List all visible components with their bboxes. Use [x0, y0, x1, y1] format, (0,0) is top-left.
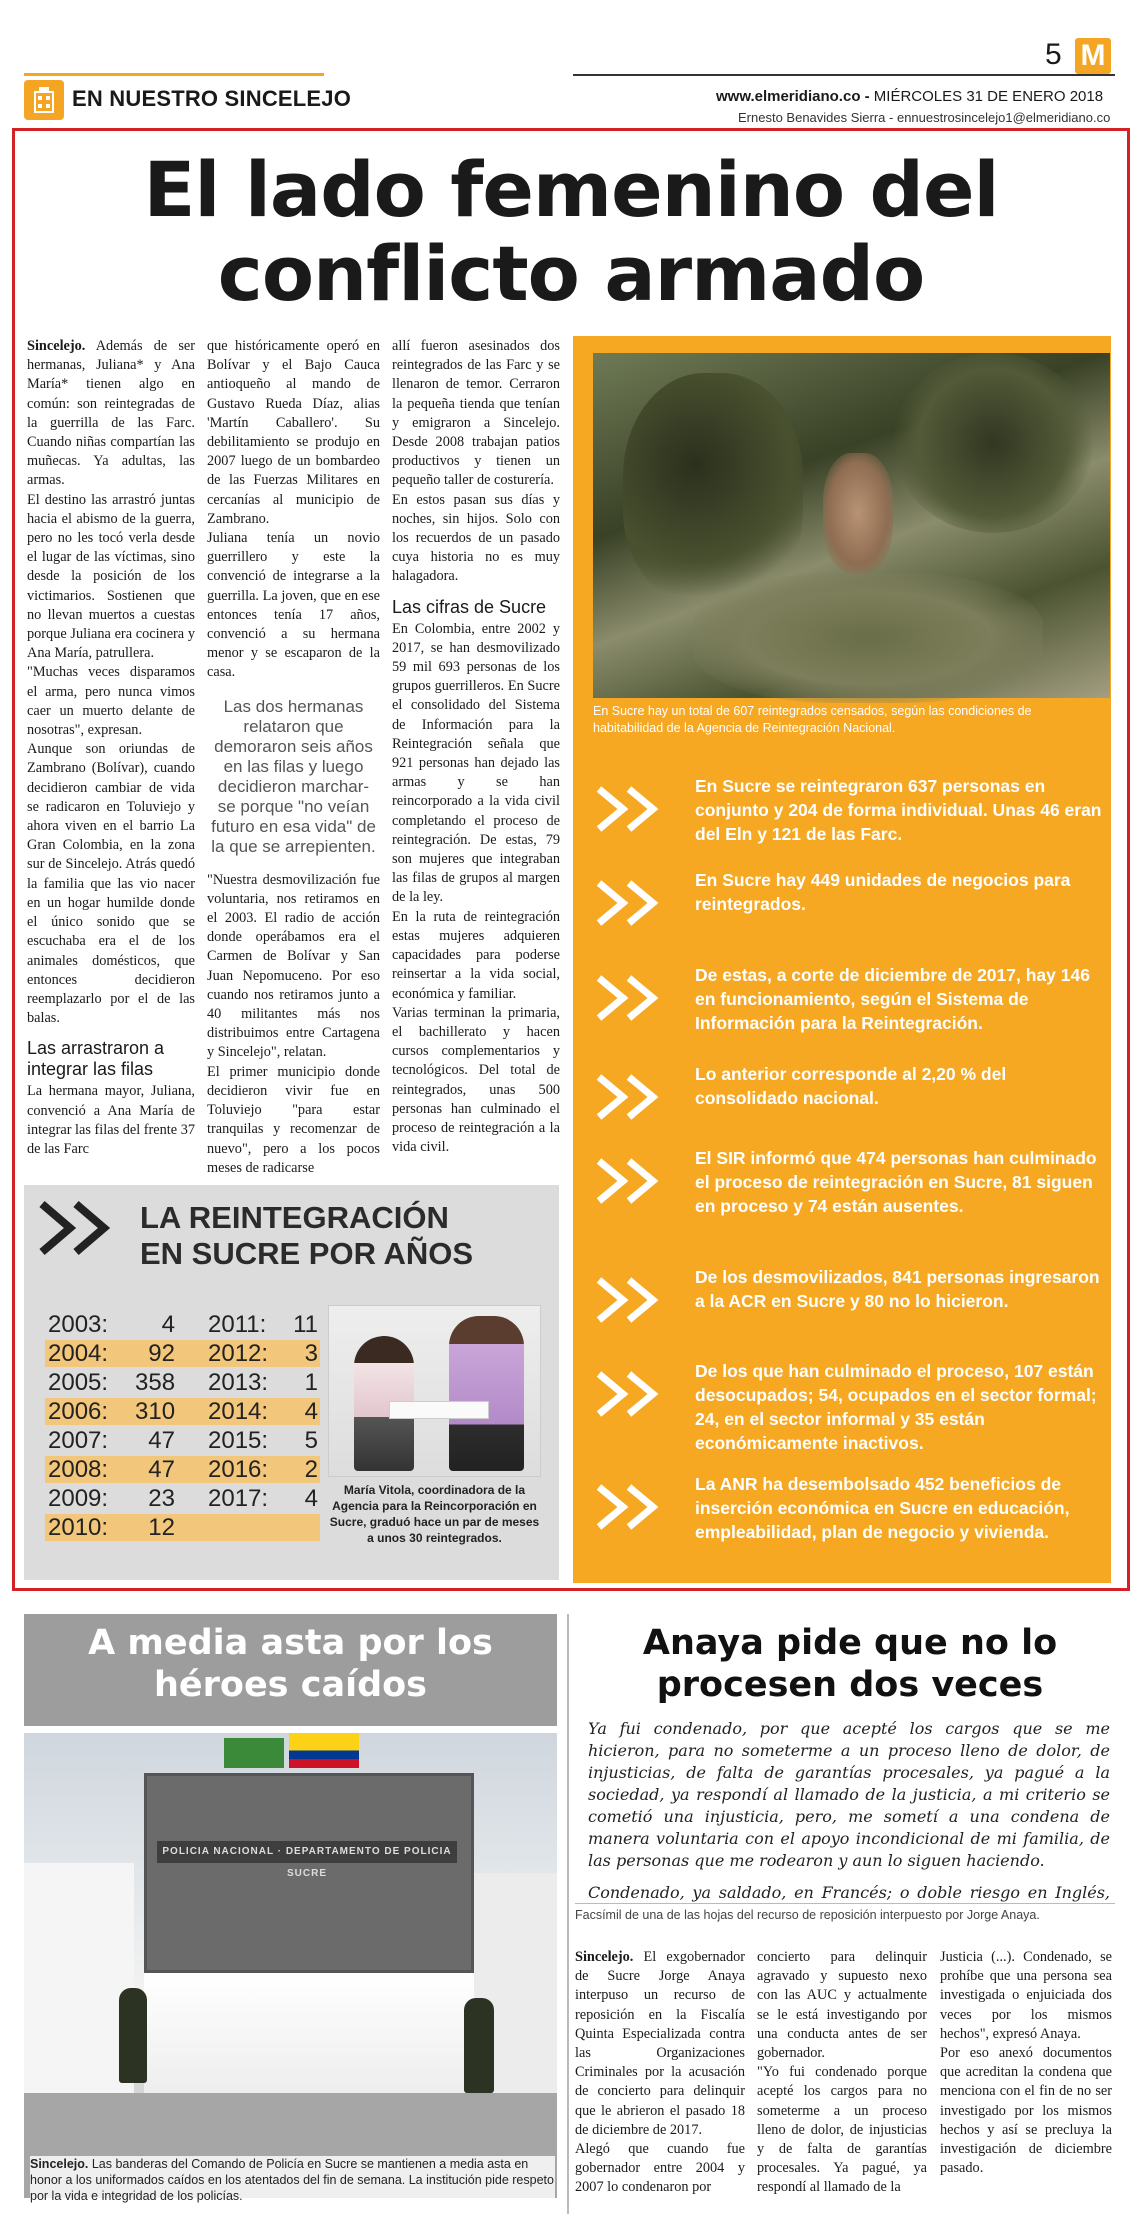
fact-item [583, 1265, 1108, 1345]
fact-item [583, 963, 1108, 1043]
article-column-3 [392, 337, 560, 1157]
double-chevron-icon [38, 1200, 118, 1256]
fact-item [583, 774, 1108, 854]
photo-caption: En Sucre hay un total de 607 reintegrados censados, según las condiciones de habitabilidad de la Agencia de Reintegración Nacional. [593, 704, 1032, 735]
paragraph: "Yo fui condenado porque acepté los cargos para no someterme a un proceso lleno de dolor, de injusticias y de falta de garantías procesales. Ya pagué, ya respondí al llamado de la [757, 2064, 927, 2196]
story-headline: Anaya pide que no lo procesen dos veces [642, 1623, 1058, 1705]
paragraph: En Colombia, entre 2002 y 2017, se han desmovilizado 59 mil 693 personas de los grupos guerrilleros. En Sucre el consolidado del Sistema de Información para la Reintegración señala que 921 personas han dejado las armas y se han reincorporado a la vida civil completando el proceso de reintegración. De estas, 79 son mujeres que integraban las filas de grupos al margen de la ley. [392, 620, 560, 906]
paragraph: que históricamente operó en Bolívar y el Bajo Cauca antioqueño al mando de Gustavo Rueda Díaz, alias 'Martín Caballero'. Su debilitamiento se produjo en 2007 luego de un bombardeo de las Fuerzas Militares en cercanías al municipio de Zambrano. [207, 338, 380, 527]
story-headline: A media asta por los héroes caídos [88, 1623, 493, 1705]
divider [575, 1903, 1115, 1904]
section-rule [24, 73, 324, 76]
double-chevron-icon [593, 1369, 673, 1419]
paragraph: El primer municipio donde decidieron vivir fue en Toluviejo "para estar tranquilas y recomenzar de nuevo", pero a los pocos meses de radicarse [207, 1063, 380, 1176]
paragraph: "Muchas veces disparamos el arma, pero nunca vimos caer un muerto delante de nosotras", expresan. [27, 664, 195, 739]
facsimile-paragraph: Condenado, ya saldado, en Francés; o doble riesgo en Inglés, [588, 1883, 1110, 1902]
paragraph: Aunque son oriundas de Zambrano (Bolívar), cuando decidieron cambiar de vida se radicaron en Toluviejo y ahora viven en el barrio La Gran Colombia, en la zona sur de Sincelejo. Atrás quedó la familia que las vio nacer en un hogar humilde donde el único sonido que se escuchaba era el de los animales domésticos, que entonces decidieron reemplazarlo por el de las balas. [27, 741, 195, 1027]
paragraph: La hermana mayor, Juliana, convenció a Ana María de integrar las filas del frente 37 de las Farc [27, 1083, 195, 1157]
document-facsimile [588, 1718, 1110, 1903]
paragraph: allí fueron asesinados dos reintegrados de las Farc y se llenaron de temor. Cerraron la pequeña tienda que tenían y emigraron a Sincelejo. Desde 2008 trabajan patios productivos y tienen un pequeño taller de costurería. [392, 338, 560, 489]
paragraph: Sincelejo. Además de ser hermanas, Juliana* y Ana María* tienen algo en común: son reintegradas de la guerrilla de las Farc. Cuando niñas compartían las muñecas. Ya adultas, las armas. [27, 338, 195, 489]
paragraph: Alegó que cuando fue gobernador entre 2004 y 2007 lo condenaron por [575, 2141, 745, 2196]
paragraph: Sincelejo. El exgobernador de Sucre Jorge Anaya interpuso un recurso de reposición en la Fiscalía Quinta Especializada contra las Organizaciones Criminales por la acusación de concierto para delinquir que le abrieron el pasado 18 de diciembre de 2017. [575, 1949, 745, 2138]
fact-text: El SIR informó que 474 personas han culminado el proceso de reintegración en Sucre, 81 siguen en proceso y 74 están ausentes. [695, 1148, 1097, 1216]
year-row: 2009: 23 2017: 4 [48, 1485, 318, 1512]
paragraph: "Nuestra desmovilización fue voluntaria, nos retiramos en el 2003. El radio de acción donde operábamos era el Carmen de Bolívar y San Juan Nepomuceno. Por eso cuando nos retiramos junto a 40 militantes más nos distribuimos entre Cartagena y Sincelejo", relatan. [207, 871, 380, 1061]
site-url[interactable]: www.elmeridiano.co - [716, 88, 870, 105]
pull-quote: Las dos hermanas relataron que demoraron seis años en las filas y luego decidieron marchar-se porque "no veían futuro en esa vida" de la que se arrepienten. [211, 696, 376, 856]
paragraph: En la ruta de reintegración estas mujeres adquieren capacidades para poderse reinsertar a la vida social, económica y familiar. [392, 908, 560, 1002]
year-row: 2007: 47 2015: 5 [48, 1427, 318, 1454]
fact-item [583, 1359, 1108, 1453]
newspaper-logo: M [1075, 38, 1111, 74]
year-row: 2004: 92 2012: 3 [45, 1340, 320, 1367]
fact-item [583, 1472, 1108, 1552]
headline-line-2: conflicto armado [217, 229, 925, 318]
soldiers-photo [593, 353, 1110, 698]
subheading: Las cifras de Sucre [392, 596, 547, 617]
fact-text: Lo anterior corresponde al 2,20 % del consolidado nacional. [695, 1064, 1007, 1108]
year-row: 2005: 358 2013: 1 [48, 1369, 318, 1396]
article-column [940, 1948, 1112, 2178]
article-column-2 [207, 337, 380, 1178]
paragraph: Justicia (...). Condenado, se prohíbe que una persona sea investigada o enjuiciada dos veces por los mismos hechos", expresó Anaya. [940, 1949, 1112, 2042]
photo-caption: María Vitola, coordinadora de la Agencia para la Reincorporación en Sucre, graduó hace un par de meses a unos 30 reintegrados. [329, 1483, 540, 1545]
page-number: 5 [1045, 38, 1062, 71]
city-building-icon [24, 80, 64, 120]
double-chevron-icon [593, 878, 673, 928]
fact-text: De estas, a corte de diciembre de 2017, hay 146 en funcionamiento, según el Sistema de Información para la Reintegración. [695, 965, 1090, 1033]
fact-item [583, 868, 1108, 948]
double-chevron-icon [593, 1482, 673, 1532]
double-chevron-icon [593, 973, 673, 1023]
double-chevron-icon [593, 1275, 673, 1325]
year-row: 2008: 47 2016: 2 [45, 1456, 320, 1483]
site-and-date [716, 88, 1103, 105]
fact-text: En Sucre se reintegraron 637 personas en conjunto y 204 de forma individual. Unas 46 eran del Eln y 121 de las Farc. [695, 776, 1102, 844]
facsimile-paragraph: Ya fui condenado, por que acepté los cargos que se me hicieron, para no someterme a un proceso lleno de dolor, de injusticias, de falta de garantías procesales, ya pagué a la sociedad, ya respondí al llamado de la justicia, a mi criterio se cometió una injusticia, pero, me sometí a una condena de manera voluntaria con el apoyo incondicional de mi familia, de las personas que me rodearon y aun lo siguen haciendo. [588, 1719, 1110, 1870]
double-chevron-icon [593, 784, 673, 834]
yearly-box-title: LA REINTEGRACIÓN EN SUCRE POR AÑOS [140, 1200, 474, 1271]
year-row: 2006: 310 2014: 4 [45, 1398, 320, 1425]
dateline: Sincelejo. [575, 1949, 634, 1965]
dateline: Sincelejo. [30, 2157, 89, 2171]
article-column [575, 1948, 745, 2198]
year-row: 2003: 4 2011: 11 [48, 1311, 318, 1338]
article-column-1 [27, 337, 195, 1159]
paragraph: concierto para delinquir agravado y supuesto nexo con las AUC y actualmente se le está investigando por una conducta antes de ser gobernador. [757, 1949, 927, 2062]
photo-caption: Sincelejo. Las banderas del Comando de Policía en Sucre se mantienen a media asta en honor a los uniformados caídos en los atentados del fin de semana. La institución pide respeto por la vida e integridad de los policías. [30, 2157, 554, 2203]
header-rule [573, 74, 1115, 76]
year-row: 2010: 12 [45, 1514, 320, 1541]
fact-text: La ANR ha desembolsado 452 beneficios de inserción económica en Sucre en educación, empleabilidad, plan de negocio y vivienda. [695, 1474, 1070, 1542]
paragraph: Por eso anexó documentos que acreditan la condena que menciona con el fin de no ser investigado por los mismos hechos y así se precluya la investigación de diciembre pasado. [940, 2045, 1112, 2177]
main-headline [30, 145, 1112, 318]
double-chevron-icon [593, 1156, 673, 1206]
article-column [757, 1948, 927, 2198]
building-sign: POLICIA NACIONAL · DEPARTAMENTO DE POLICIA SUCRE [157, 1841, 457, 1863]
paragraph: En estos pasan sus días y noches, sin hijos. Solo con los recuerdos de un pasado cuya historia no es muy halagadora. [392, 491, 560, 585]
police-building-photo [24, 1733, 557, 2198]
paragraph: El destino las arrastró juntas hacia el abismo de la guerra, pero no les tocó verla desde el lugar de las víctimas, sino desde la posición de los victimarios. Sostienen que no llevan muertos a cuestas porque Juliana era cocinera y Ana María, patrullera. [27, 491, 195, 662]
fact-text: De los desmovilizados, 841 personas ingresaron a la ACR en Sucre y 80 no lo hicieron. [695, 1267, 1100, 1311]
paragraph: Varias terminan la primaria, el bachillerato y hacen cursos complementarios y tecnológicos. Del total de reintegrados, unas 500 personas han culminado el proceso de reintegración a la vida civil. [392, 1004, 560, 1156]
fact-item [583, 1146, 1108, 1226]
fact-item [583, 1062, 1108, 1142]
headline-line-1: El lado femenino del [143, 145, 999, 234]
byline: Ernesto Benavides Sierra - ennuestrosincelejo1@elmeridiano.co [738, 110, 1111, 125]
fact-text: De los que han culminado el proceso, 107 están desocupados; 54, ocupados en el sector formal; 24, en el sector informal y 35 están económicamente inactivos. [695, 1361, 1097, 1453]
column-divider [567, 1614, 569, 2214]
paragraph: Juliana tenía un novio guerrillero y este la convenció de integrarse a la guerrilla. La joven, que en ese entonces tenía 17 años, convenció a su hermana menor y se escaparon de la casa. [207, 530, 380, 681]
fact-text: En Sucre hay 449 unidades de negocios para reintegrados. [695, 870, 1071, 914]
dateline: Sincelejo. [27, 338, 86, 354]
subheading: Las arrastraron a integrar las filas [27, 1038, 165, 1080]
facsimile-caption: Facsímil de una de las hojas del recurso de reposición interpuesto por Jorge Anaya. [575, 1908, 1040, 1922]
coordinator-photo [328, 1305, 541, 1477]
double-chevron-icon [593, 1072, 673, 1122]
section-title: EN NUESTRO SINCELEJO [72, 86, 352, 111]
issue-date: MIÉRCOLES 31 DE ENERO 2018 [869, 88, 1104, 105]
